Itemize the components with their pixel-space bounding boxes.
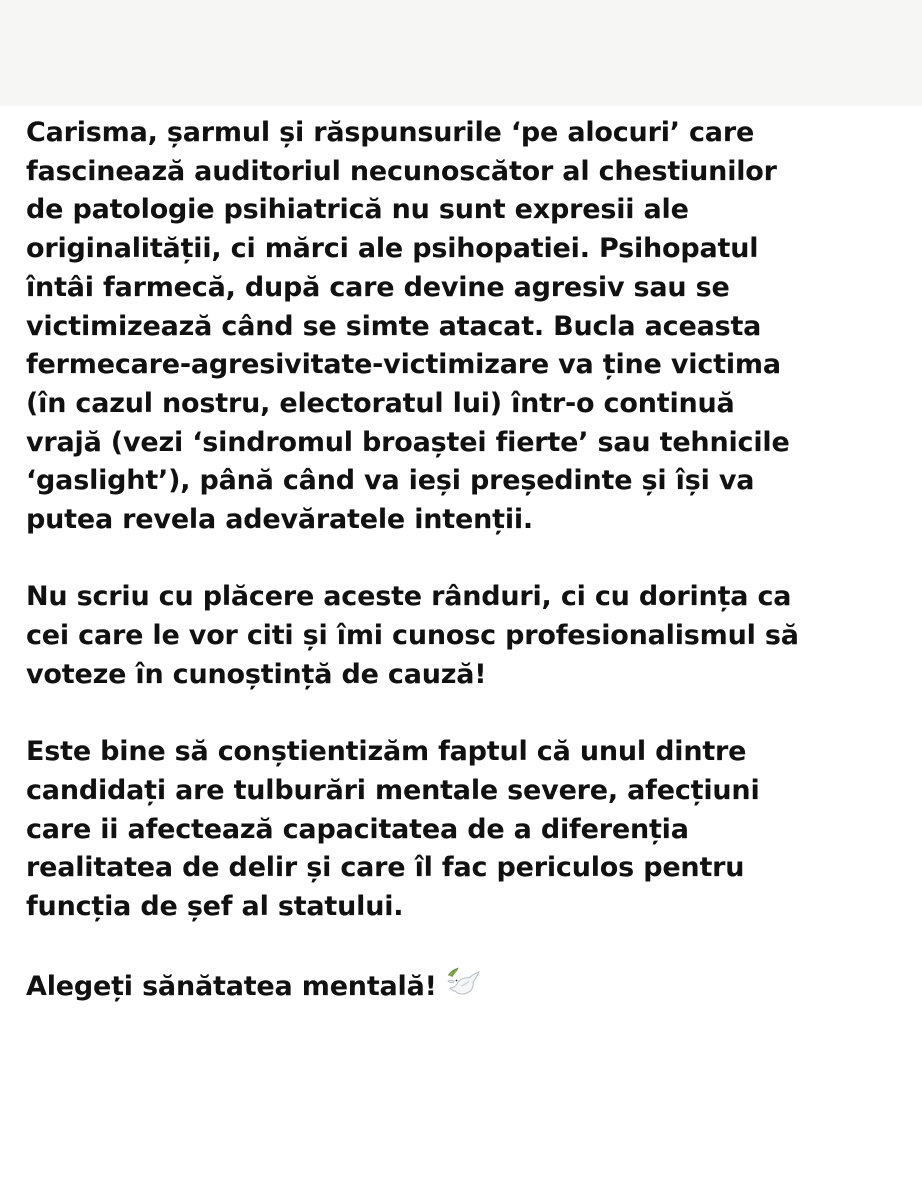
text-line: Carisma, șarmul și răspunsurile ‘pe alocuri’ care (26, 117, 755, 148)
text-line: originalității, ci mărci ale psihopatiei. Psihopatul (26, 233, 759, 265)
closing-line (26, 965, 906, 1013)
text-line: care ii afectează capacitatea de a diferenția (26, 813, 689, 845)
text-line: candidați are tulburări mentale severe, afecțiuni (26, 774, 760, 806)
text-line: realitatea de delir și care îl fac periculos pentru (26, 852, 745, 884)
paragraph-2 (26, 578, 906, 694)
text-line: fermecare-agresivitate-victimizare va ține victima (26, 349, 781, 381)
text-line: Este bine să conștientizăm faptul că unul dintre (26, 736, 747, 768)
paragraph-3 (26, 733, 906, 927)
paragraph-1 (26, 114, 906, 540)
text-line: întâi farmecă, după care devine agresiv sau se (26, 271, 730, 303)
text-line: voteze în cunoștință de cauză! (26, 658, 487, 690)
text-line: (în cazul nostru, electoratul lui) într-o continuă (26, 387, 735, 419)
text-line: putea revela adevăratele intenții. (26, 504, 533, 536)
text-line: vrajă (vezi ‘sindromul broaștei fierte’ sau tehnicile (26, 426, 790, 458)
text-line: Nu scriu cu plăcere aceste rânduri, ci cu dorința ca (26, 581, 792, 613)
top-strip (0, 0, 922, 106)
text-line: victimizează când se simte atacat. Bucla aceasta (26, 310, 762, 342)
dove-with-olive-branch-icon (445, 965, 481, 1013)
text-line: cei care le vor citi și îmi cunosc profesionalismul să (26, 620, 799, 652)
closing-text: Alegeți sănătatea mentală! (26, 971, 437, 1003)
text-line: fascinează auditoriul necunoscător al chestiunilor (26, 155, 777, 187)
story-text (26, 114, 906, 1052)
text-line: funcția de șef al statului. (26, 891, 404, 923)
text-line: ‘gaslight’), până când va ieși președinte și își va (26, 465, 755, 497)
closing-paragraph (26, 965, 906, 1013)
text-line: de patologie psihiatrică nu sunt expresii ale (26, 194, 689, 226)
